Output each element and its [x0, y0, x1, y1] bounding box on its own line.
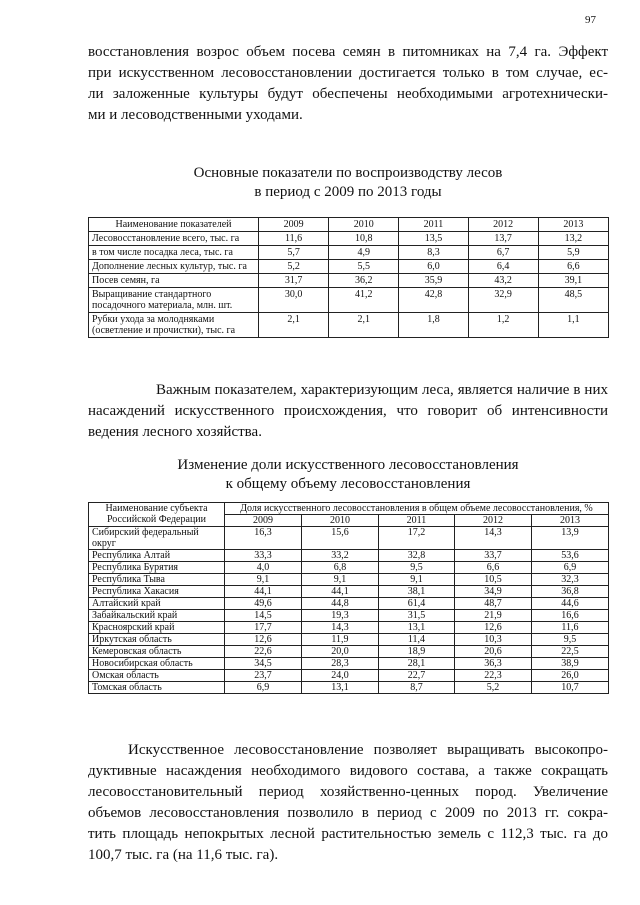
- table-row: [89, 260, 609, 274]
- row-label: Омская область: [89, 670, 225, 682]
- reforestation-indicators-table: [88, 217, 609, 338]
- table-cell-value: 34,5: [225, 658, 302, 670]
- table-row: [89, 622, 609, 634]
- table-cell-value: 53,6: [531, 550, 608, 562]
- table-cell-value: 6,4: [468, 260, 538, 274]
- title-line: к общему объему лесовосстановления: [225, 476, 471, 492]
- column-header: 2013: [538, 218, 608, 232]
- row-label: Новосибирская область: [89, 658, 225, 670]
- table-cell-value: 15,6: [302, 527, 379, 550]
- row-label: Томская область: [89, 682, 225, 694]
- column-header: Наименование показателей: [89, 218, 259, 232]
- table-row: [89, 658, 609, 670]
- table-cell-value: 2,1: [329, 313, 399, 338]
- text-line: лесовосстановительный период хозяйственно-ценных пород. Увеличение: [88, 784, 608, 800]
- table-cell-value: 48,7: [454, 598, 531, 610]
- table-cell-value: 13,1: [302, 682, 379, 694]
- column-header: 2009: [259, 218, 329, 232]
- table-cell-value: 17,2: [379, 527, 455, 550]
- table-cell-value: 49,6: [225, 598, 302, 610]
- row-label: Забайкальский край: [89, 610, 225, 622]
- table-row: [89, 313, 609, 338]
- table-cell-value: 5,5: [329, 260, 399, 274]
- table-cell-value: 44,1: [225, 586, 302, 598]
- page-number: 97: [585, 14, 596, 26]
- table-cell-value: 11,9: [302, 634, 379, 646]
- table-cell-value: 1,2: [468, 313, 538, 338]
- title-line: Основные показатели по воспроизводству лесов: [193, 165, 503, 181]
- table-cell-value: 22,3: [454, 670, 531, 682]
- paragraph-intro: [88, 42, 608, 126]
- table-cell-value: 36,2: [329, 274, 399, 288]
- table-cell-value: 38,1: [379, 586, 455, 598]
- table-cell-value: 28,1: [379, 658, 455, 670]
- table-cell-value: 44,6: [531, 598, 608, 610]
- column-header-year: 2010: [302, 515, 379, 527]
- table-cell-value: 22,5: [531, 646, 608, 658]
- table-cell-value: 34,9: [454, 586, 531, 598]
- column-header-year: 2012: [454, 515, 531, 527]
- table1-title: [88, 164, 608, 202]
- table-cell-value: 14,3: [302, 622, 379, 634]
- table-cell-value: 6,8: [302, 562, 379, 574]
- table-cell-value: 13,5: [399, 232, 468, 246]
- table-cell-value: 14,3: [454, 527, 531, 550]
- table-row: [89, 610, 609, 622]
- table-row: [89, 550, 609, 562]
- row-label: Дополнение лесных культур, тыс. га: [89, 260, 259, 274]
- table-cell-value: 9,1: [302, 574, 379, 586]
- table-cell-value: 6,6: [454, 562, 531, 574]
- table-cell-value: 1,8: [399, 313, 468, 338]
- table-cell-value: 43,2: [468, 274, 538, 288]
- text-line: дуктивные насаждения необходимого видового состава, а также сокращать: [88, 763, 608, 779]
- text-line: объемов лесовосстановления позволило в период с 2009 по 2013 гг. сокра-: [88, 805, 608, 821]
- table-cell-value: 13,9: [531, 527, 608, 550]
- table-cell-value: 9,1: [225, 574, 302, 586]
- table-cell-value: 6,6: [538, 260, 608, 274]
- table-cell-value: 8,3: [399, 246, 468, 260]
- table-cell-value: 16,3: [225, 527, 302, 550]
- table-cell-value: 13,1: [379, 622, 455, 634]
- text-line: насаждений искусственного происхождения, что говорит об интенсивности: [88, 403, 608, 419]
- artificial-share-table: [88, 502, 609, 694]
- table-cell-value: 38,9: [531, 658, 608, 670]
- table-cell-value: 36,8: [531, 586, 608, 598]
- table-header-row: [89, 218, 609, 232]
- table-cell-value: 16,6: [531, 610, 608, 622]
- table-cell-value: 22,7: [379, 670, 455, 682]
- table-row: [89, 646, 609, 658]
- row-label: Республика Бурятия: [89, 562, 225, 574]
- table-cell-value: 4,0: [225, 562, 302, 574]
- table-cell-value: 2,1: [259, 313, 329, 338]
- text-line: тить площадь непокрытых лесной растительностью земель с 112,3 тыс. га до: [88, 826, 608, 842]
- table-row: [89, 246, 609, 260]
- table-row: [89, 274, 609, 288]
- table-cell-value: 32,3: [531, 574, 608, 586]
- table-row: [89, 288, 609, 313]
- table-row: [89, 598, 609, 610]
- text-line: ведения лесного хозяйства.: [88, 424, 262, 440]
- column-header-year: 2013: [531, 515, 608, 527]
- table-cell-value: 10,5: [454, 574, 531, 586]
- table-row: [89, 670, 609, 682]
- column-header-subject: Наименование субъекта Российской Федерации: [89, 503, 225, 527]
- table-row: [89, 574, 609, 586]
- table-cell-value: 6,0: [399, 260, 468, 274]
- row-label: Республика Алтай: [89, 550, 225, 562]
- column-header: 2011: [399, 218, 468, 232]
- table-cell-value: 22,6: [225, 646, 302, 658]
- table2-title: [88, 456, 608, 494]
- table-cell-value: 11,6: [531, 622, 608, 634]
- table-cell-value: 19,3: [302, 610, 379, 622]
- text-line: восстановления возрос объем посева семян в питомниках на 7,4 га. Эффект: [88, 44, 608, 60]
- table-cell-value: 31,5: [379, 610, 455, 622]
- table-cell-value: 33,2: [302, 550, 379, 562]
- table-cell-value: 1,1: [538, 313, 608, 338]
- row-label: Лесовосстановление всего, тыс. га: [89, 232, 259, 246]
- table-row: [89, 562, 609, 574]
- table-cell-value: 10,7: [531, 682, 608, 694]
- row-label: Кемеровская область: [89, 646, 225, 658]
- row-label: Республика Хакасия: [89, 586, 225, 598]
- table-cell-value: 39,1: [538, 274, 608, 288]
- table-cell-value: 24,0: [302, 670, 379, 682]
- table-cell-value: 9,5: [531, 634, 608, 646]
- row-label: Иркутская область: [89, 634, 225, 646]
- row-label: Рубки ухода за молодняками (осветление и прочистки), тыс. га: [89, 313, 259, 338]
- table-cell-value: 20,6: [454, 646, 531, 658]
- table-cell-value: 41,2: [329, 288, 399, 313]
- table-cell-value: 10,8: [329, 232, 399, 246]
- table-cell-value: 11,4: [379, 634, 455, 646]
- table-row: [89, 527, 609, 550]
- table-cell-value: 23,7: [225, 670, 302, 682]
- paragraph-artificial-stands: [88, 380, 608, 443]
- column-header: 2012: [468, 218, 538, 232]
- table-cell-value: 35,9: [399, 274, 468, 288]
- table-cell-value: 5,9: [538, 246, 608, 260]
- table-cell-value: 32,8: [379, 550, 455, 562]
- table-cell-value: 6,9: [225, 682, 302, 694]
- table-cell-value: 26,0: [531, 670, 608, 682]
- row-label: Выращивание стандартного посадочного материала, млн. шт.: [89, 288, 259, 313]
- table-row: [89, 232, 609, 246]
- table-cell-value: 6,7: [468, 246, 538, 260]
- column-header: 2010: [329, 218, 399, 232]
- paragraph-conclusion: [88, 740, 608, 866]
- table-cell-value: 13,7: [468, 232, 538, 246]
- table-cell-value: 8,7: [379, 682, 455, 694]
- row-label: Посев семян, га: [89, 274, 259, 288]
- table-cell-value: 36,3: [454, 658, 531, 670]
- table-cell-value: 5,2: [259, 260, 329, 274]
- row-label: Алтайский край: [89, 598, 225, 610]
- column-header-group: Доля искусственного лесовосстановления в общем объеме лесовосстановления, %: [225, 503, 609, 515]
- table-cell-value: 5,7: [259, 246, 329, 260]
- row-label: Красноярский край: [89, 622, 225, 634]
- text-line: Важным показателем, характеризующим леса, является наличие в них: [156, 382, 608, 398]
- row-label: Сибирский федеральный округ: [89, 527, 225, 550]
- column-header-year: 2011: [379, 515, 455, 527]
- text-line: 100,7 тыс. га (на 11,6 тыс. га).: [88, 847, 279, 863]
- table-cell-value: 20,0: [302, 646, 379, 658]
- table-cell-value: 33,7: [454, 550, 531, 562]
- text-line: при искусственном лесовосстановлении достигается только в том случае, ес-: [88, 65, 608, 81]
- table-header-row: [89, 503, 609, 515]
- table-cell-value: 44,1: [302, 586, 379, 598]
- table-cell-value: 21,9: [454, 610, 531, 622]
- table-cell-value: 14,5: [225, 610, 302, 622]
- table-row: [89, 634, 609, 646]
- table-row: [89, 682, 609, 694]
- table-cell-value: 6,9: [531, 562, 608, 574]
- table-cell-value: 17,7: [225, 622, 302, 634]
- table-cell-value: 42,8: [399, 288, 468, 313]
- table-cell-value: 12,6: [454, 622, 531, 634]
- text-line: ми и лесоводственными уходами.: [88, 107, 303, 123]
- table-cell-value: 12,6: [225, 634, 302, 646]
- row-label: Республика Тыва: [89, 574, 225, 586]
- table-cell-value: 61,4: [379, 598, 455, 610]
- table-row: [89, 586, 609, 598]
- table-cell-value: 9,5: [379, 562, 455, 574]
- table-cell-value: 5,2: [454, 682, 531, 694]
- text-line: Искусственное лесовосстановление позволяет выращивать высокопро-: [128, 742, 608, 758]
- text-line: ли заложенные культуры будут обеспечены необходимыми агротехнически-: [88, 86, 608, 102]
- table-cell-value: 44,8: [302, 598, 379, 610]
- table-cell-value: 9,1: [379, 574, 455, 586]
- table-cell-value: 11,6: [259, 232, 329, 246]
- table-cell-value: 32,9: [468, 288, 538, 313]
- table-cell-value: 4,9: [329, 246, 399, 260]
- title-line: в период с 2009 по 2013 годы: [254, 184, 442, 200]
- column-header-year: 2009: [225, 515, 302, 527]
- table-cell-value: 30,0: [259, 288, 329, 313]
- table-cell-value: 13,2: [538, 232, 608, 246]
- table-cell-value: 31,7: [259, 274, 329, 288]
- table-cell-value: 10,3: [454, 634, 531, 646]
- table-cell-value: 28,3: [302, 658, 379, 670]
- table-cell-value: 18,9: [379, 646, 455, 658]
- table-cell-value: 48,5: [538, 288, 608, 313]
- row-label: в том числе посадка леса, тыс. га: [89, 246, 259, 260]
- title-line: Изменение доли искусственного лесовосстановления: [177, 457, 519, 473]
- table-cell-value: 33,3: [225, 550, 302, 562]
